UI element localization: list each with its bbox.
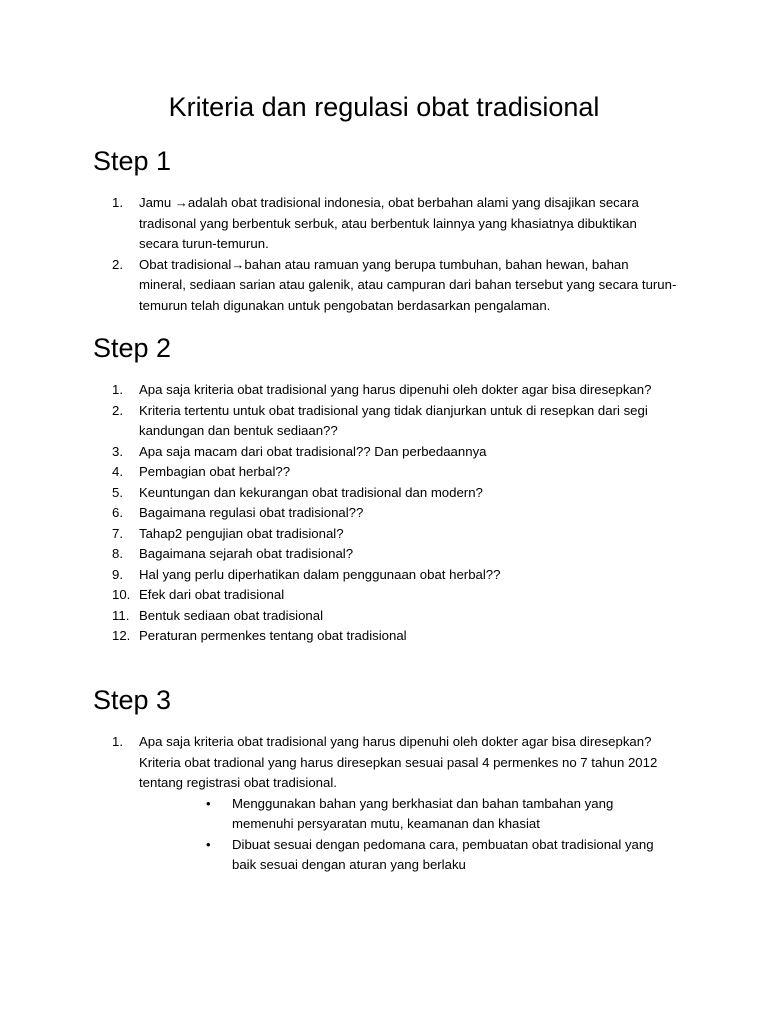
- item-text: Kriteria tertentu untuk obat tradisional yang tidak dianjurkan untuk di resepkan dari segi kandungan dan bentuk sediaan??: [139, 402, 648, 438]
- arrow-icon: →: [174, 195, 188, 210]
- bullet-item: [0, 835, 672, 876]
- step3-list: [0, 732, 679, 876]
- step3-heading: Step 3: [93, 685, 172, 715]
- item-number: 8.: [112, 546, 123, 561]
- item-number: 1.: [112, 195, 123, 210]
- step2-list: [0, 380, 679, 647]
- bullet-text: Dibuat sesuai dengan pedomana cara, pembuatan obat tradisional yang baik sesuai dengan aturan yang berlaku: [232, 836, 654, 872]
- bullet-icon: •: [206, 836, 211, 852]
- bullet-icon: •: [206, 795, 211, 811]
- criteria-bullets: [139, 794, 679, 876]
- step2-item: [0, 585, 679, 606]
- item-term: Obat tradisional: [139, 256, 232, 272]
- item-number: 7.: [112, 525, 123, 541]
- step1-item: [0, 255, 679, 317]
- document-title: Kriteria dan regulasi obat tradisional: [168, 92, 600, 122]
- item-number: 6.: [112, 505, 123, 520]
- step2-item: [0, 380, 679, 401]
- step2-item: [0, 544, 679, 565]
- item-text: Apa saja macam dari obat tradisional?? Dan perbedaannya: [139, 443, 487, 459]
- item-text: Hal yang perlu diperhatikan dalam penggunaan obat herbal??: [139, 566, 501, 582]
- item-text: Efek dari obat tradisional: [139, 587, 285, 602]
- step1-item: [0, 193, 679, 255]
- item-text: Tahap2 pengujian obat tradisional?: [139, 525, 344, 541]
- item-term: Jamu: [139, 195, 175, 210]
- item-number: 3.: [112, 443, 123, 459]
- item-number: 2.: [112, 256, 123, 272]
- step2-item: [0, 442, 679, 463]
- item-number: 4.: [112, 464, 123, 479]
- item-question: Apa saja kriteria obat tradisional yang harus dipenuhi oleh dokter agar bisa diresepkan?: [139, 734, 652, 749]
- arrow-icon: →: [231, 256, 245, 272]
- step1-list: [0, 193, 679, 316]
- item-number: 11.: [112, 607, 130, 623]
- item-text: Bagaimana sejarah obat tradisional?: [139, 546, 354, 561]
- step2-item: [0, 606, 679, 627]
- bullet-item: [0, 794, 672, 835]
- step1-heading: Step 1: [93, 146, 172, 176]
- item-number: 2.: [112, 402, 123, 418]
- step2-item: [0, 483, 679, 504]
- step2-heading: Step 2: [93, 333, 172, 363]
- step2-item: [0, 565, 679, 586]
- step2-item: [0, 462, 679, 483]
- item-number: 10.: [112, 587, 131, 602]
- item-text: Keuntungan dan kekurangan obat tradisional dan modern?: [139, 484, 483, 500]
- item-text: bahan atau ramuan yang berupa tumbuhan, bahan hewan, bahan mineral, sediaan sarian atau galenik, atau campuran dari bahan tersebut yang secara turun-temurun telah digunakan untuk pengobatan berdasarkan pengalaman.: [139, 256, 677, 313]
- item-number: 1.: [112, 734, 123, 749]
- item-text: Apa saja kriteria obat tradisional yang harus dipenuhi oleh dokter agar bisa diresepkan?: [139, 382, 652, 397]
- item-number: 1.: [112, 382, 123, 397]
- item-text: Bentuk sediaan obat tradisional: [139, 607, 324, 623]
- item-text: Pembagian obat herbal??: [139, 464, 291, 479]
- step2-item: [0, 524, 679, 545]
- item-text: Bagaimana regulasi obat tradisional??: [139, 505, 364, 520]
- item-answer: Kriteria obat tradional yang harus diresepkan sesuai pasal 4 permenkes no 7 tahun 2012 tentang registrasi obat tradisional.: [139, 754, 658, 790]
- item-text: adalah obat tradisional indonesia, obat berbahan alami yang disajikan secara tradisonal yang berbentuk serbuk, atau berbentuk lainnya yang khasiatnya dibuktikan secara turun-temurun.: [139, 195, 639, 251]
- item-number: 5.: [112, 484, 123, 500]
- step3-item: [0, 732, 679, 876]
- item-text: Peraturan permenkes tentang obat tradisional: [139, 628, 407, 643]
- item-number: 9.: [112, 566, 123, 582]
- item-number: 12.: [112, 628, 131, 643]
- step2-item: [0, 401, 679, 442]
- bullet-text: Menggunakan bahan yang berkhasiat dan bahan tambahan yang memenuhi persyaratan mutu, keamanan dan khasiat: [232, 795, 614, 831]
- step2-item: [0, 626, 679, 647]
- step2-item: [0, 503, 679, 524]
